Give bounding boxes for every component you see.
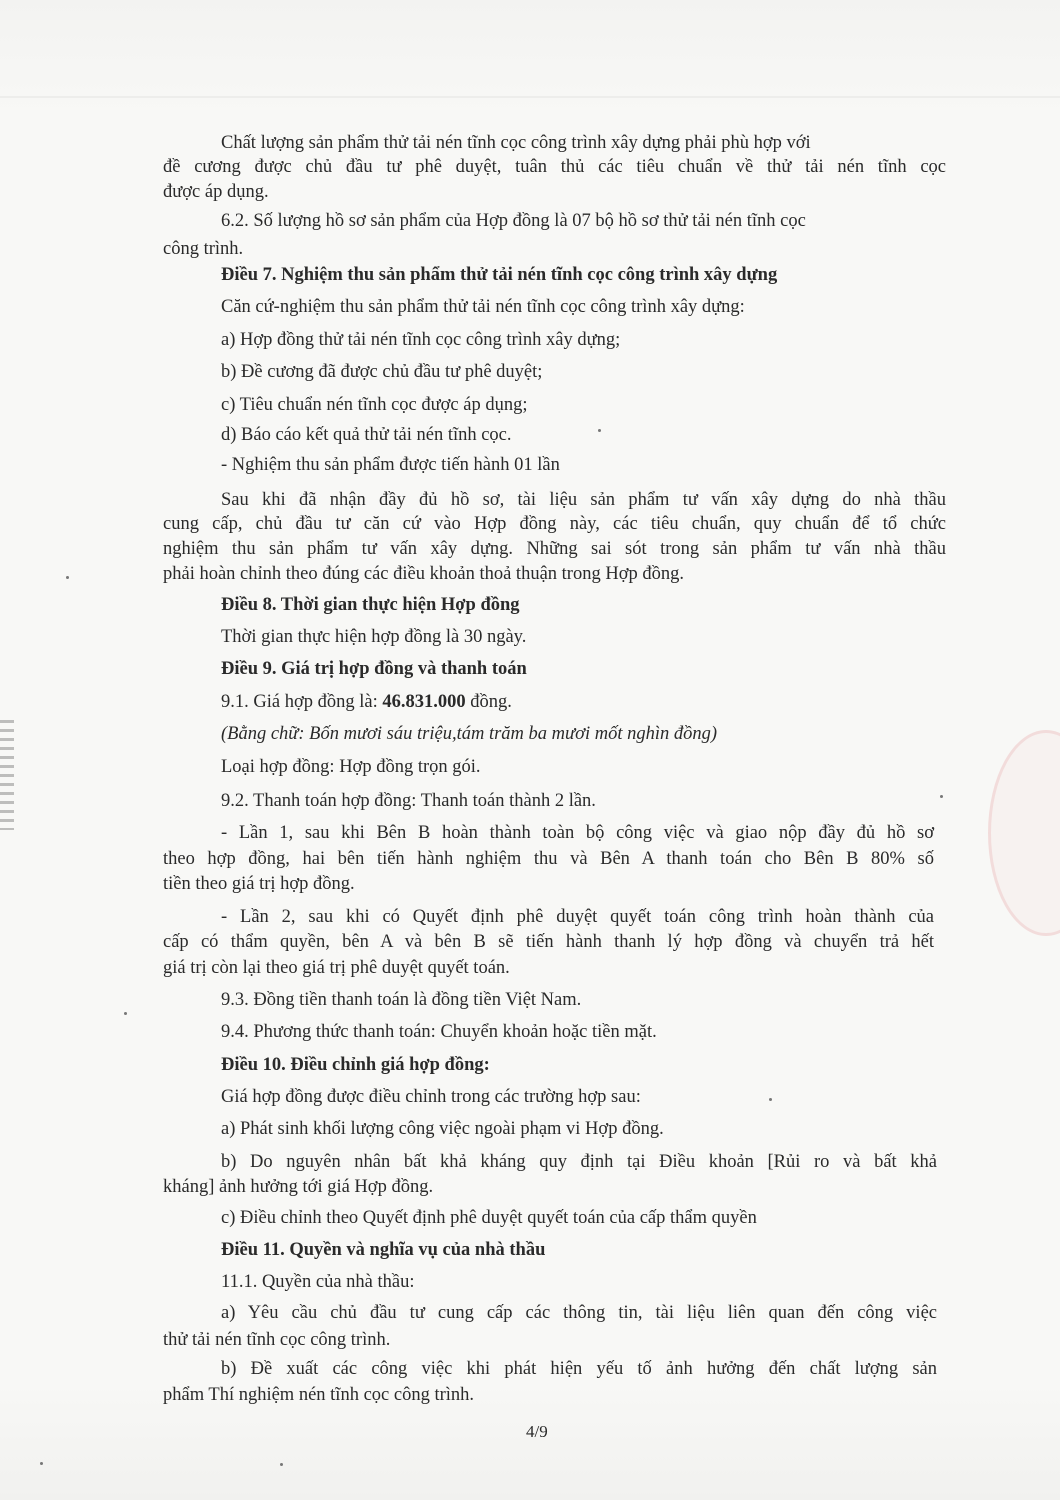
paragraph-line: 9.3. Đồng tiền thanh toán là đồng tiền Việt Nam. <box>221 990 582 1010</box>
paragraph-line: kháng] ảnh hưởng tới giá Hợp đồng. <box>163 1177 434 1197</box>
red-stamp-seal <box>988 730 1060 936</box>
list-item: a) Phát sinh khối lượng công việc ngoài phạm vi Hợp đồng. <box>221 1119 664 1139</box>
page-number: 4/9 <box>526 1422 548 1441</box>
paragraph-line: Căn cứ-nghiệm thu sản phẩm thử tải nén tĩnh cọc công trình xây dựng: <box>221 297 745 317</box>
paragraph-line: Chất lượng sản phẩm thử tải nén tĩnh cọc công trình xây dựng phải phù hợp với <box>221 133 811 153</box>
paragraph-line: công trình. <box>163 239 244 259</box>
paragraph-line: cung cấp, chủ đầu tư căn cứ vào Hợp đồng này, các tiêu chuẩn, quy chuẩn để tổ chức <box>163 514 946 534</box>
paragraph-line: nghiệm thu sản phẩm tư vấn xây dựng. Những sai sót trong sản phẩm tư vấn nhà thầu <box>163 539 946 559</box>
speck <box>598 429 601 432</box>
paragraph-line: phải hoàn chỉnh theo đúng các điều khoản thoả thuận trong Hợp đồng. <box>163 564 684 584</box>
paragraph-line: tiền theo giá trị hợp đồng. <box>163 874 355 894</box>
speck <box>940 795 943 798</box>
paragraph-line: thử tải nén tĩnh cọc công trình. <box>163 1330 391 1350</box>
article-7-heading: Điều 7. Nghiệm thu sản phẩm thử tải nén tĩnh cọc công trình xây dựng <box>221 265 778 285</box>
paragraph-line: theo hợp đồng, hai bên tiến hành nghiệm thu và Bên A thanh toán cho Bên B 80% số <box>163 849 934 869</box>
list-item: a) Hợp đồng thử tải nén tĩnh cọc công trình xây dựng; <box>221 330 621 350</box>
paragraph-line: cấp có thẩm quyền, bên A và bên B sẽ tiến hành thanh lý hợp đồng và chuyển trả hết <box>163 932 934 952</box>
paragraph-line: Thời gian thực hiện hợp đồng là 30 ngày. <box>221 627 527 647</box>
speck <box>66 576 69 579</box>
list-item: b) Đề cương đã được chủ đầu tư phê duyệt; <box>221 362 543 382</box>
list-item: b) Đề xuất các công việc khi phát hiện yếu tố ảnh hưởng đến chất lượng sản <box>221 1359 937 1379</box>
paragraph-line: - Lần 1, sau khi Bên B hoàn thành toàn bộ công việc và giao nộp đầy đủ hồ sơ <box>221 823 934 843</box>
paragraph-line: đề cương được chủ đầu tư phê duyệt, tuân thủ các tiêu chuẩn về thử tải nén tĩnh cọc <box>163 157 946 177</box>
paragraph-line: được áp dụng. <box>163 182 269 202</box>
list-item: - Nghiệm thu sản phẩm được tiến hành 01 lần <box>221 455 560 475</box>
binding-edge-marks <box>0 720 14 830</box>
speck <box>40 1462 43 1465</box>
speck <box>280 1463 283 1466</box>
article-9-heading: Điều 9. Giá trị hợp đồng và thanh toán <box>221 659 527 679</box>
contract-price-label: 9.1. Giá hợp đồng là: <box>221 692 383 712</box>
paragraph-line: 9.2. Thanh toán hợp đồng: Thanh toán thành 2 lần. <box>221 791 596 811</box>
contract-price-value: 46.831.000 <box>382 692 466 712</box>
paragraph-line: - Lần 2, sau khi có Quyết định phê duyệt quyết toán công trình hoàn thành của <box>221 907 934 927</box>
list-item: c) Tiêu chuẩn nén tĩnh cọc được áp dụng; <box>221 395 528 415</box>
speck <box>769 1098 772 1101</box>
list-item: b) Do nguyên nhân bất khả kháng quy định tại Điều khoản [Rủi ro và bất khả <box>221 1152 937 1172</box>
price-in-words: (Bằng chữ: Bốn mươi sáu triệu,tám trăm ba mươi mốt nghìn đồng) <box>221 724 718 744</box>
paragraph-line: 9.4. Phương thức thanh toán: Chuyển khoản hoặc tiền mặt. <box>221 1022 657 1042</box>
list-item: a) Yêu cầu chủ đầu tư cung cấp các thông tin, tài liệu liên quan đến công việc <box>221 1303 937 1323</box>
article-8-heading: Điều 8. Thời gian thực hiện Hợp đồng <box>221 595 520 615</box>
paragraph-line: giá trị còn lại theo giá trị phê duyệt quyết toán. <box>163 958 510 978</box>
article-10-heading: Điều 10. Điều chỉnh giá hợp đồng: <box>221 1055 490 1075</box>
paragraph-line: phẩm Thí nghiệm nén tĩnh cọc công trình. <box>163 1385 475 1405</box>
contract-price-unit: đồng. <box>465 692 512 712</box>
scan-artifact-line <box>0 96 1060 98</box>
contract-price-line <box>221 691 512 713</box>
paragraph-line: 11.1. Quyền của nhà thầu: <box>221 1272 415 1292</box>
paragraph-line: Giá hợp đồng được điều chỉnh trong các trường hợp sau: <box>221 1087 641 1107</box>
speck <box>124 1012 127 1015</box>
list-item: c) Điều chỉnh theo Quyết định phê duyệt quyết toán của cấp thẩm quyền <box>221 1208 757 1228</box>
list-item: d) Báo cáo kết quả thử tải nén tĩnh cọc. <box>221 425 512 445</box>
article-11-heading: Điều 11. Quyền và nghĩa vụ của nhà thầu <box>221 1240 546 1260</box>
paragraph-line: Loại hợp đồng: Hợp đồng trọn gói. <box>221 757 481 777</box>
paragraph-line: Sau khi đã nhận đầy đủ hồ sơ, tài liệu sản phẩm tư vấn xây dựng do nhà thầu <box>221 490 946 510</box>
paragraph-line: 6.2. Số lượng hồ sơ sản phẩm của Hợp đồng là 07 bộ hồ sơ thử tải nén tĩnh cọc <box>221 211 806 231</box>
